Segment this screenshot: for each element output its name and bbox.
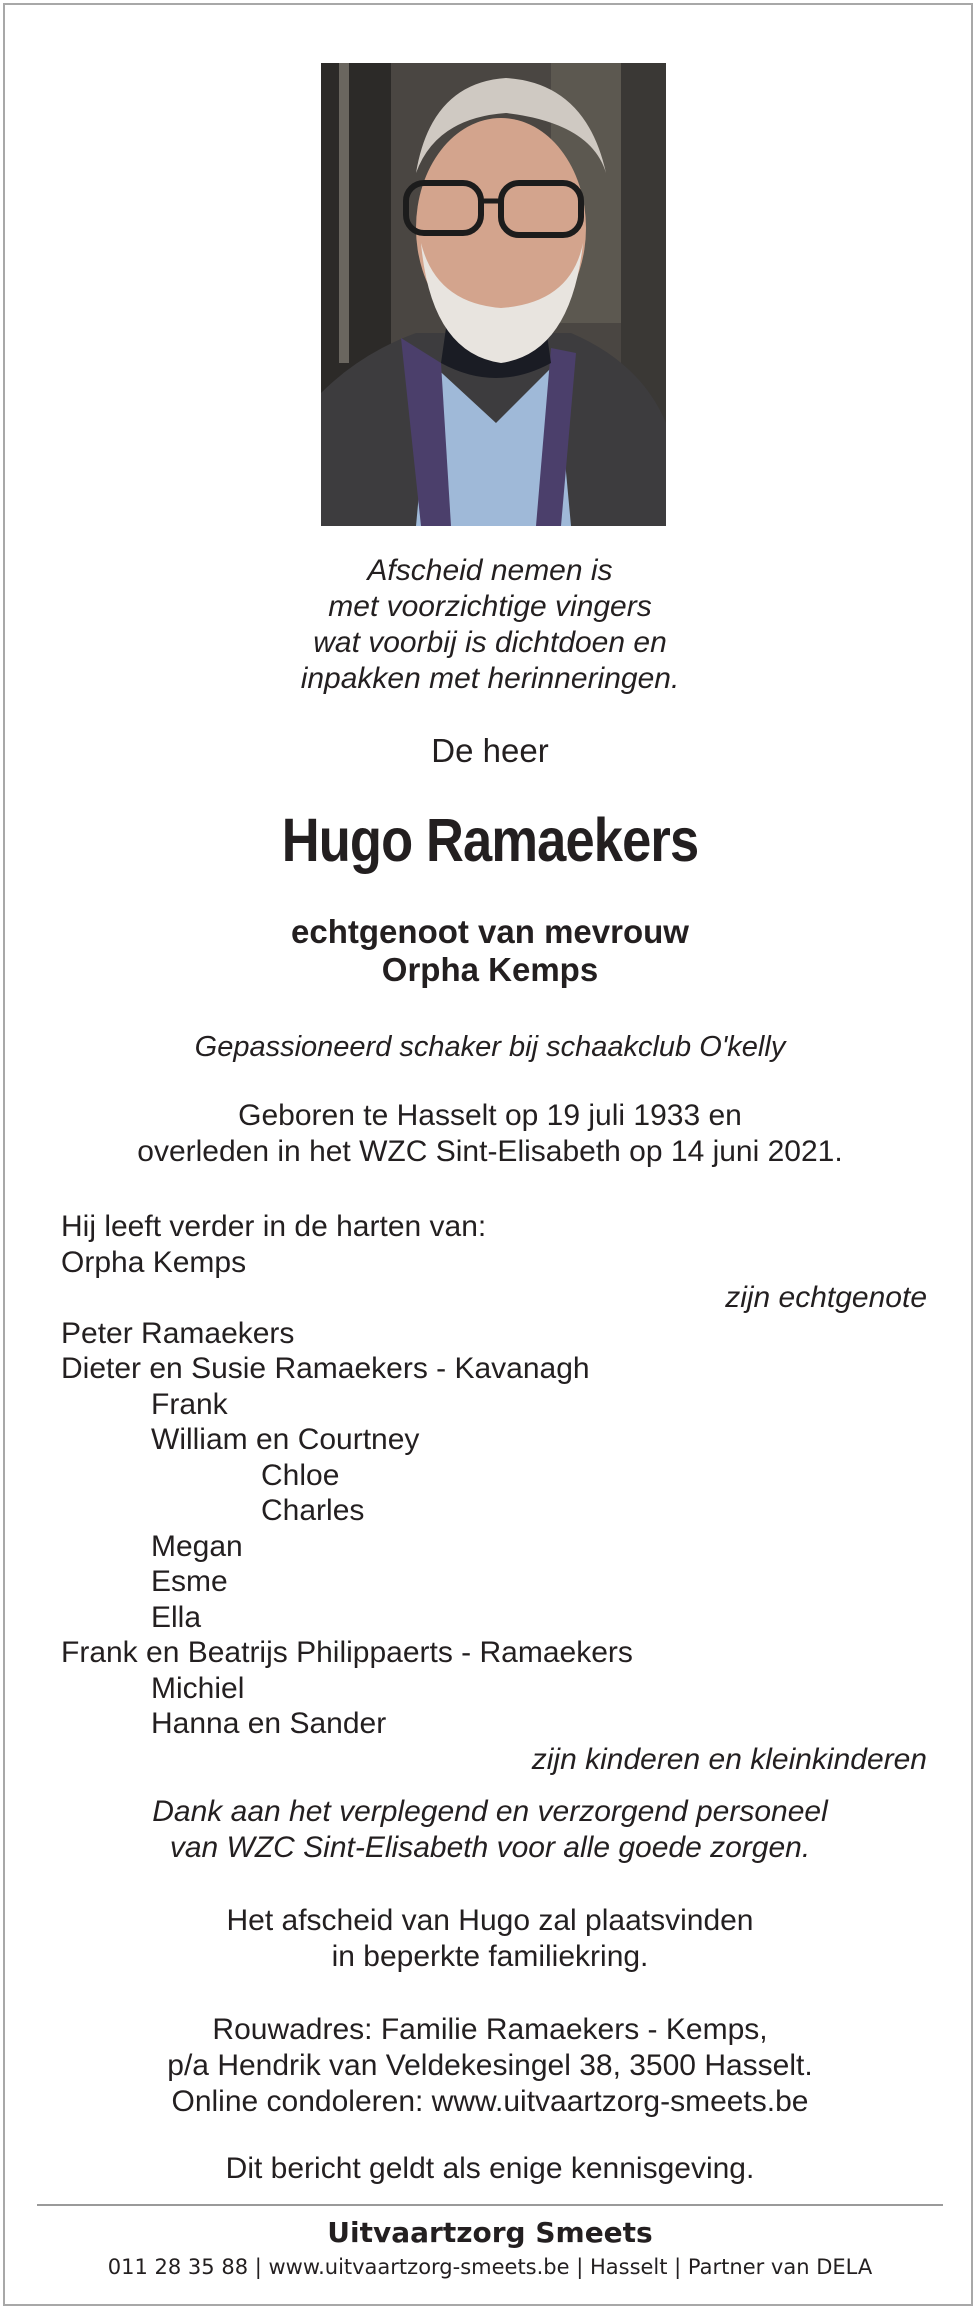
family-member: Frank en Beatrijs Philippaerts - Ramaekers	[61, 1636, 633, 1669]
poem-line: Afscheid nemen is	[367, 554, 613, 587]
salutation: De heer	[431, 732, 549, 769]
thanks-line: Dank aan het verplegend en verzorgend personeel	[152, 1795, 828, 1828]
passion-line: Gepassioneerd schaker bij schaakclub O'kelly	[194, 1031, 786, 1063]
condolence-link: Online condoleren: www.uitvaartzorg-smeets.be	[171, 2085, 809, 2118]
family-member: William en Courtney	[151, 1423, 420, 1456]
poem-line: wat voorbij is dichtdoen en	[313, 626, 667, 659]
poem-line: met voorzichtige vingers	[328, 590, 652, 623]
family-member: Michiel	[151, 1671, 245, 1705]
farewell-line: in beperkte familiekring.	[331, 1940, 649, 1973]
mourning-address	[5, 2012, 975, 2120]
obituary-card	[3, 3, 973, 2306]
death-line: overleden in het WZC Sint-Elisabeth op 14 juni 2021.	[137, 1135, 843, 1168]
deceased-name: Hugo Ramaekers	[281, 806, 699, 874]
family-member: Frank	[151, 1387, 228, 1421]
family-member: Chloe	[261, 1458, 340, 1492]
family-list	[61, 1209, 927, 1777]
poem	[5, 553, 975, 697]
family-member: Dieter en Susie Ramaekers - Kavanagh	[61, 1352, 590, 1385]
spouse-relation: zijn echtgenote	[725, 1281, 927, 1314]
family-member: Esme	[151, 1565, 228, 1598]
thanks-line: van WZC Sint-Elisabeth voor alle goede zorgen.	[169, 1831, 811, 1864]
address-line: p/a Hendrik van Veldekesingel 38, 3500 Hasselt.	[167, 2049, 813, 2082]
spouse-line: echtgenoot van mevrouw	[291, 913, 689, 950]
family-member: Peter Ramaekers	[61, 1316, 295, 1350]
family-intro: Hij leeft verder in de harten van:	[61, 1210, 487, 1243]
life-dates	[5, 1098, 975, 1170]
footer-contact: 011 28 35 88 | www.uitvaartzorg-smeets.be | Hasselt | Partner van DELA	[107, 2255, 873, 2279]
poem-line: inpakken met herinneringen.	[300, 662, 680, 695]
family-member: Charles	[261, 1494, 365, 1527]
family-member: Orpha Kemps	[61, 1245, 247, 1279]
address-line: Rouwadres: Familie Ramaekers - Kemps,	[212, 2013, 768, 2046]
footer-divider	[37, 2204, 943, 2206]
portrait-photo-icon	[321, 63, 666, 526]
spouse-name: Orpha Kemps	[381, 951, 599, 988]
farewell-note	[5, 1903, 975, 1975]
notice: Dit bericht geldt als enige kennisgeving.	[225, 2152, 755, 2185]
spouse-info	[5, 913, 975, 989]
children-relation: zijn kinderen en kleinkinderen	[531, 1742, 927, 1776]
family-member: Hanna en Sander	[151, 1707, 387, 1740]
birth-line: Geboren te Hasselt op 19 juli 1933 en	[238, 1099, 742, 1132]
footer-title: Uitvaartzorg Smeets	[327, 2216, 653, 2249]
thanks-note	[5, 1794, 975, 1866]
family-member: Ella	[151, 1600, 202, 1634]
family-member: Megan	[151, 1529, 243, 1563]
farewell-line: Het afscheid van Hugo zal plaatsvinden	[226, 1904, 754, 1937]
